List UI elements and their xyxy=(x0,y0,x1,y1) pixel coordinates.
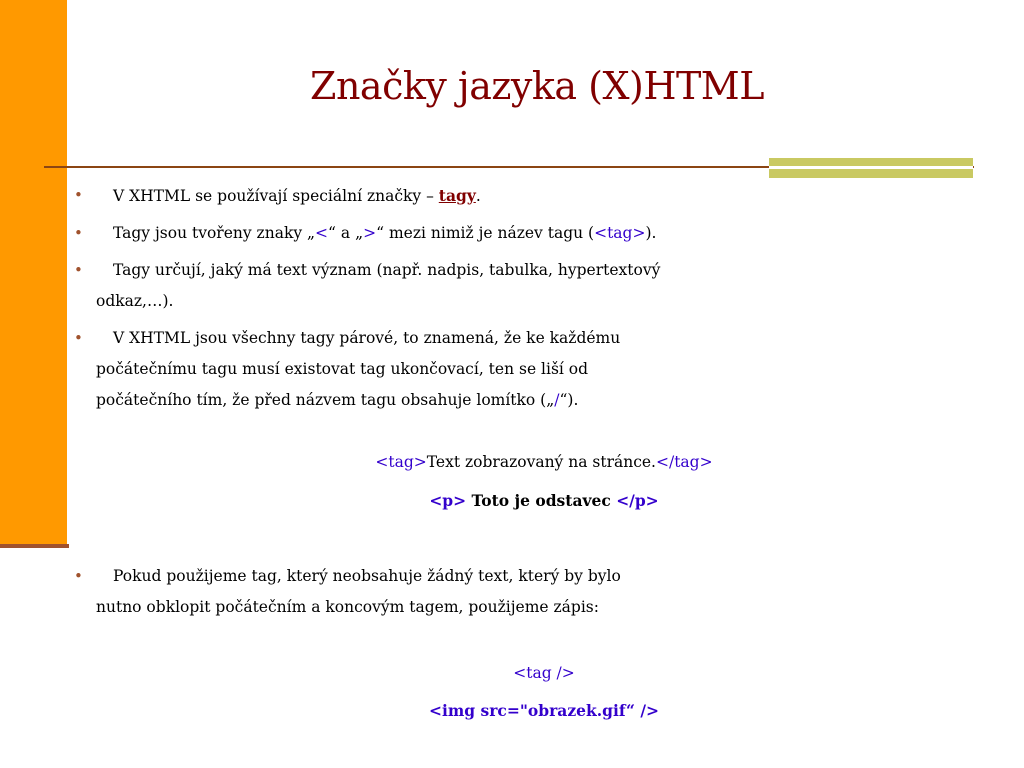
example-line-1 xyxy=(70,453,1018,471)
title-accent-bar xyxy=(769,158,973,178)
slide-title: Značky jazyka (X)HTML xyxy=(310,64,764,108)
bullet-text: . xyxy=(475,187,481,205)
bullet-text-line xyxy=(96,385,710,416)
bullet-text: “). xyxy=(559,391,579,409)
bullet-text: počátečního tím, že před názvem tagu obsahuje lomítko („ xyxy=(96,391,555,409)
bullet-item-2 xyxy=(70,218,710,249)
bullet-text: počátečnímu tagu musí existovat tag ukončovací, ten se liší od xyxy=(96,360,589,378)
example-line-2 xyxy=(70,491,1018,510)
sidebar-rule xyxy=(0,544,69,548)
example-line-3: <tag /> xyxy=(513,664,575,682)
bullet-text: “ a „ xyxy=(328,224,364,242)
bullet-item-5 xyxy=(70,561,710,623)
bullet-text: V XHTML jsou všechny tagy párové, to znamená, že ke každému xyxy=(113,329,621,347)
tag-open: <tag> xyxy=(375,453,427,471)
bullet-dot: • xyxy=(74,261,83,279)
bullet-dot: • xyxy=(74,329,83,347)
example-text: Toto je odstavec xyxy=(466,491,617,510)
tagy-link[interactable]: tagy xyxy=(438,186,476,205)
bullet-text: Pokud použijeme tag, který neobsahuje žádný text, který by bylo xyxy=(113,567,621,585)
tag-close: </p> xyxy=(616,491,659,510)
example-text: Text zobrazovaný na stránce. xyxy=(426,453,656,471)
tag-symbol: < xyxy=(315,224,329,242)
bullet-text: nutno obklopit počátečním a koncovým tagem, použijeme zápis: xyxy=(96,598,599,616)
bullet-dot: • xyxy=(74,224,83,242)
tag-symbol: > xyxy=(363,224,377,242)
tag-symbol: / xyxy=(554,391,560,409)
bullet-text: odkaz,…). xyxy=(96,292,174,310)
bullet-text: Tagy jsou tvořeny znaky „ xyxy=(113,224,316,242)
example-line-4: <img src="obrazek.gif“ /> xyxy=(429,701,659,720)
bullet-list xyxy=(70,180,710,416)
bullet-dot: • xyxy=(74,567,83,585)
tag-open: <p> xyxy=(429,491,467,510)
bullet-item-1 xyxy=(70,180,710,212)
bullet-item-3 xyxy=(70,255,710,317)
bullet-text: ). xyxy=(645,224,657,242)
tag-example: <tag> xyxy=(594,224,646,242)
bullet-item-4 xyxy=(70,323,710,416)
bullet-dot: • xyxy=(74,186,83,204)
bullet-text: “ mezi nimiž je název tagu ( xyxy=(376,224,595,242)
tag-close: </tag> xyxy=(655,453,713,471)
bullet-text: Tagy určují, jaký má text význam (např. nadpis, tabulka, hypertextový xyxy=(113,261,661,279)
bullet-text: V XHTML se používají speciální značky – xyxy=(113,187,439,205)
bullet-list-2 xyxy=(70,561,710,623)
